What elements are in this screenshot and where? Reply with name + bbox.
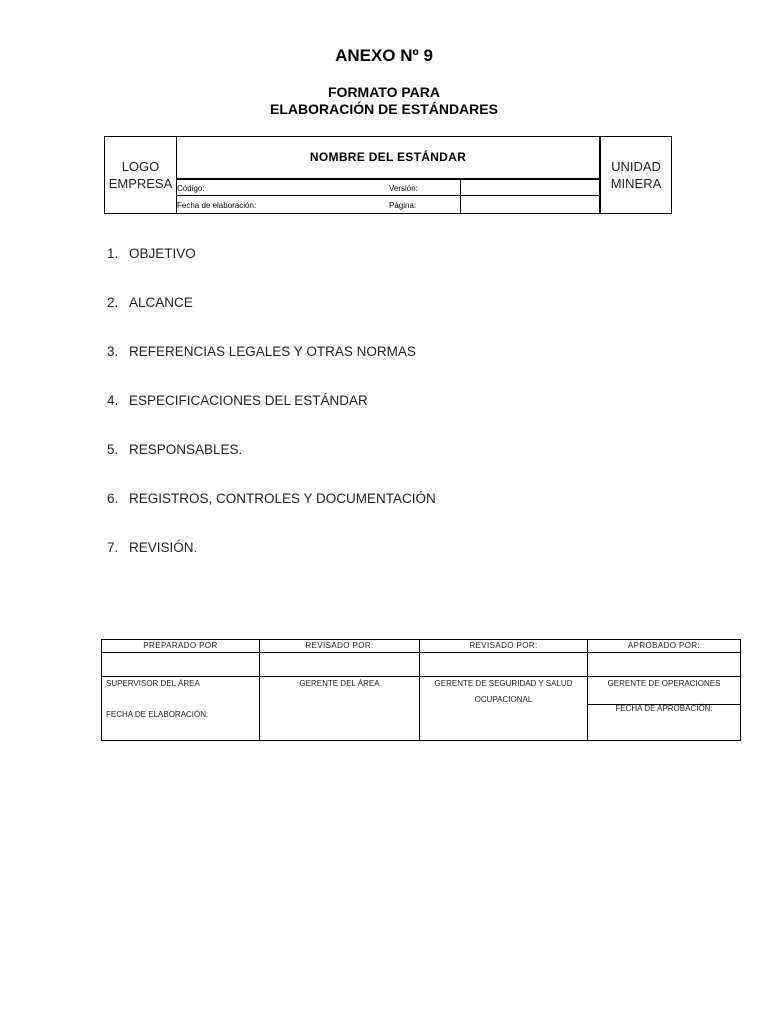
section-number: 4. <box>107 393 119 408</box>
pagina-label: Página: <box>389 201 417 210</box>
section-item <box>107 442 436 491</box>
approval-row-divider <box>102 676 740 677</box>
section-item <box>107 540 436 589</box>
section-label: ALCANCE <box>129 295 193 310</box>
approval-header: APROBADO POR: <box>588 640 740 653</box>
gerente-seguridad-role-line-2: OCUPACIONAL <box>474 695 533 704</box>
section-label: RESPONSABLES. <box>129 442 243 457</box>
section-label: REGISTROS, CONTROLES Y DOCUMENTACIÓN <box>129 491 436 506</box>
approval-column-reviewed-1 <box>260 640 420 740</box>
logo-empresa-cell <box>105 137 177 213</box>
section-item <box>107 491 436 540</box>
section-item <box>107 393 436 442</box>
unidad-label-line-2: MINERA <box>610 176 662 191</box>
document-subtitle <box>0 84 768 118</box>
approval-header: REVISADO POR: <box>420 640 587 653</box>
fecha-aprobacion-label: FECHA DE APROBACIÓN: <box>615 704 713 713</box>
section-list <box>107 246 436 589</box>
unidad-label-line-1: UNIDAD <box>611 159 661 174</box>
section-label: REVISIÓN. <box>129 540 198 555</box>
section-number: 5. <box>107 442 119 457</box>
approval-column-prepared <box>102 640 260 740</box>
section-number: 1. <box>107 246 119 261</box>
gerente-area-role: GERENTE DEL ÁREA <box>299 679 380 688</box>
logo-label-line-2: EMPRESA <box>108 176 173 191</box>
section-number: 6. <box>107 491 119 506</box>
logo-label-line-1: LOGO <box>121 159 160 174</box>
section-label: ESPECIFICACIONES DEL ESTÁNDAR <box>129 393 368 408</box>
section-item <box>107 344 436 393</box>
codigo-label: Código: <box>177 184 205 193</box>
header-column-divider <box>460 180 461 213</box>
section-item <box>107 246 436 295</box>
section-label: REFERENCIAS LEGALES Y OTRAS NORMAS <box>129 344 416 359</box>
fecha-elaboracion-label: FECHA DE ELABORACIÓN: <box>106 710 209 719</box>
section-number: 7. <box>107 540 119 555</box>
unidad-minera-cell <box>599 137 671 213</box>
section-number: 2. <box>107 295 119 310</box>
approval-header: REVISADO POR: <box>260 640 419 653</box>
header-row-codigo <box>177 180 599 196</box>
gerente-seguridad-role-line-1: GERENTE DE SEGURIDAD Y SALUD <box>434 679 573 688</box>
gerente-operaciones-role: GERENTE DE OPERACIONES <box>607 679 721 688</box>
approval-header: PREPARADO POR <box>102 640 259 653</box>
subtitle-line-2: ELABORACIÓN DE ESTÁNDARES <box>270 101 498 117</box>
header-row-fecha <box>177 197 599 213</box>
supervisor-role: SUPERVISOR DEL ÁREA <box>106 679 200 688</box>
subtitle-line-1: FORMATO PARA <box>328 84 440 100</box>
standard-header-table <box>104 136 672 214</box>
version-label: Versión: <box>389 184 418 193</box>
approval-table <box>101 639 741 741</box>
section-number: 3. <box>107 344 119 359</box>
standard-name-cell: NOMBRE DEL ESTÁNDAR <box>177 137 599 180</box>
section-label: OBJETIVO <box>129 246 196 261</box>
approval-column-approved <box>588 640 740 740</box>
document-title: ANEXO Nº 9 <box>335 46 433 65</box>
fecha-label: Fecha de elaboración: <box>177 201 257 210</box>
section-item <box>107 295 436 344</box>
approval-column-reviewed-2 <box>420 640 588 740</box>
